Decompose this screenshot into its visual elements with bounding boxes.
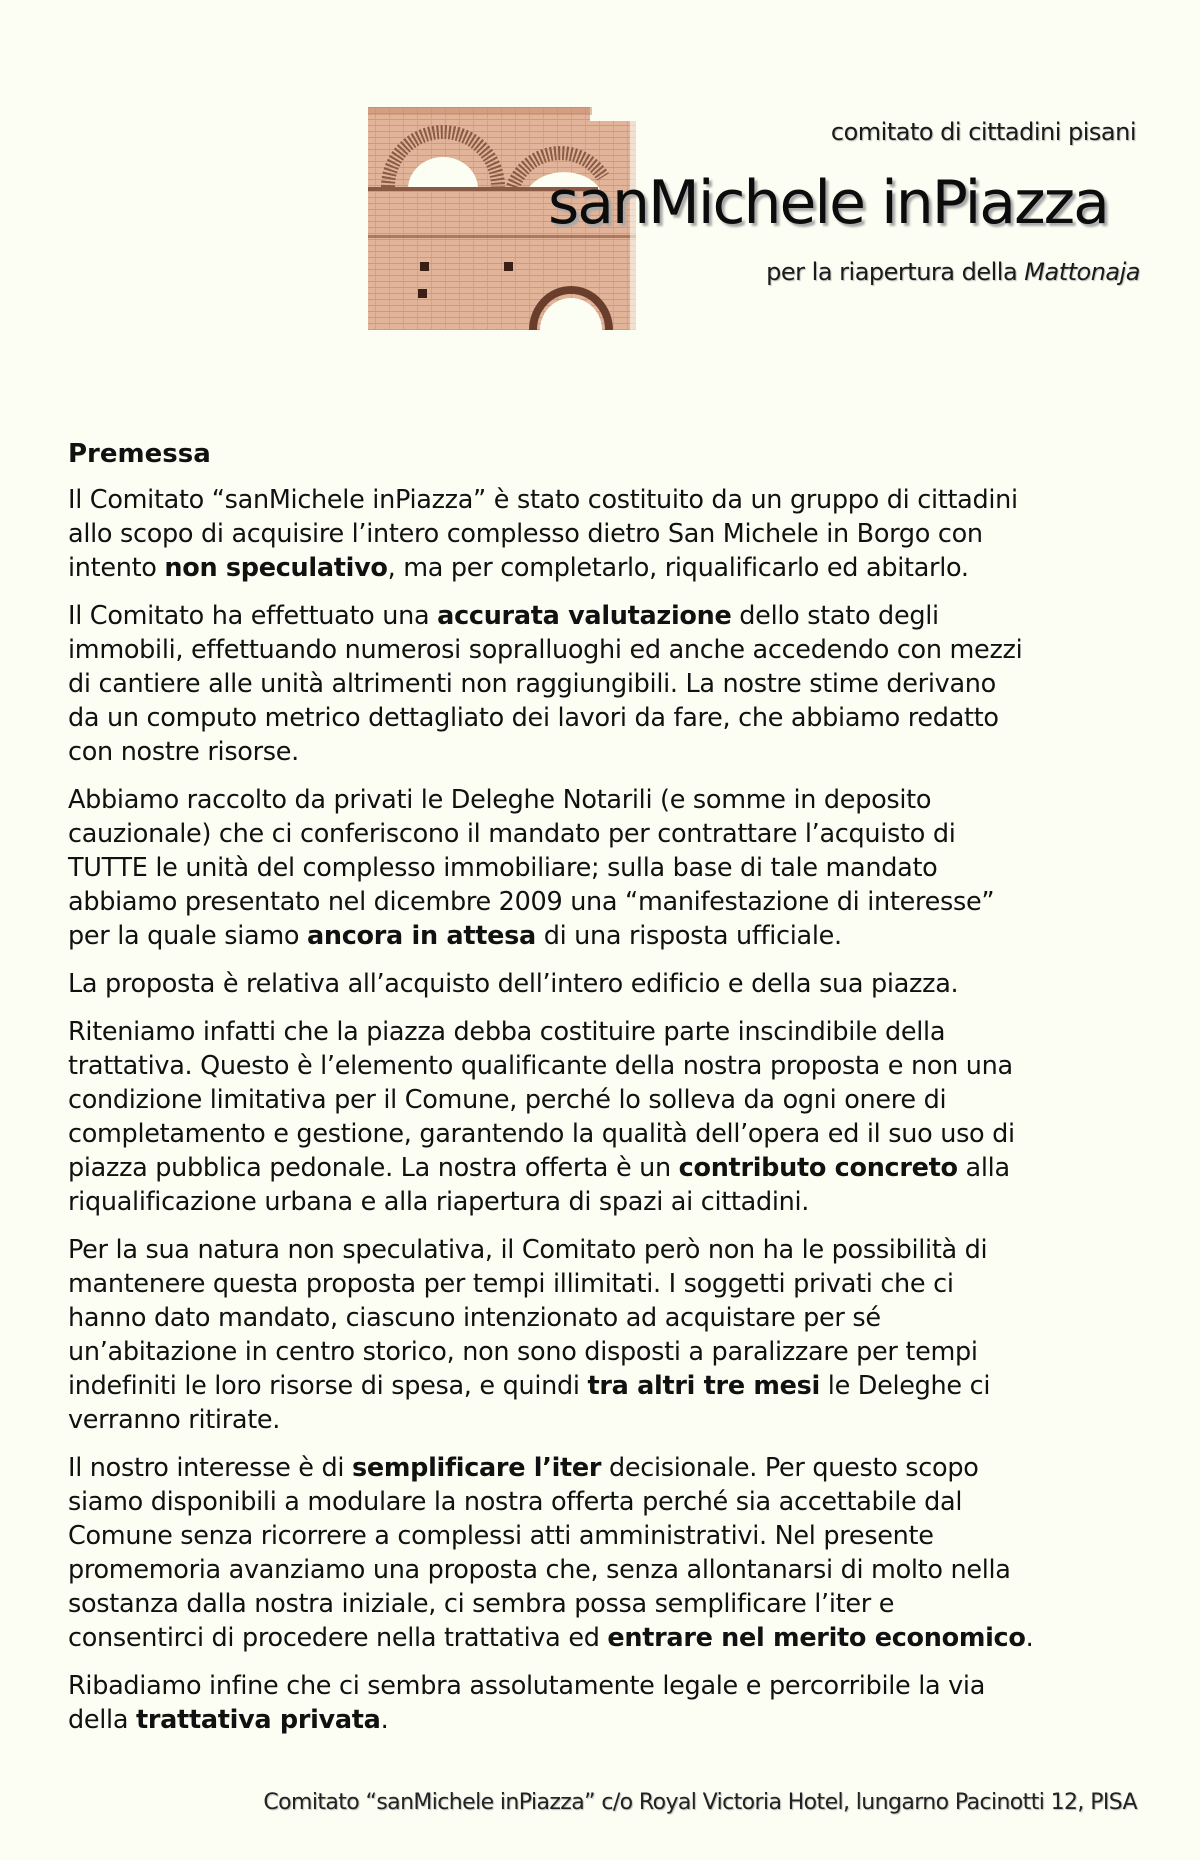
text-segment: piazza pubblica pedonale. La nostra offerta è un [68,1153,679,1183]
text-line [68,885,1168,919]
text-segment: da un computo metrico dettagliato dei lavori da fare, che abbiamo redatto [68,703,999,733]
text-line [68,1369,1168,1403]
text-segment: condizione limitativa per il Comune, perché lo solleva da ogni onere di [68,1085,947,1115]
text-segment: completamento e gestione, garantendo la qualità dell’opera ed il suo uso di [68,1119,1015,1149]
text-line [68,667,1168,701]
text-segment: Ribadiamo infine che ci sembra assolutamente legale e percorribile la via [68,1671,986,1701]
text-segment: siamo disponibili a modulare la nostra offerta perché sia accettabile dal [68,1487,963,1517]
text-segment: . [380,1705,389,1735]
text-line [68,1669,1168,1703]
text-line [68,783,1168,817]
paragraph [68,1015,1168,1219]
text-segment: trattativa. Questo è l’elemento qualificante della nostra proposta e non una [68,1051,1013,1081]
text-segment: abbiamo presentato nel dicembre 2009 una “manifestazione di interesse” [68,887,995,917]
text-segment: riqualificazione urbana e alla riapertura di spazi ai cittadini. [68,1187,810,1217]
bold-text: ancora in attesa [306,921,536,951]
text-segment: di una risposta ufficiale. [535,921,842,951]
text-line [68,1083,1168,1117]
text-segment: Riteniamo infatti che la piazza debba costituire parte inscindibile della [68,1017,946,1047]
subtitle-emphasis: Mattonaja [1024,258,1140,286]
text-segment: Il Comitato “sanMichele inPiazza” è stato costituito da un gruppo di cittadini [68,485,1018,515]
text-segment: alla [957,1153,1010,1183]
text-line [68,1301,1168,1335]
text-line [68,1117,1168,1151]
text-segment: decisionale. Per questo scopo [601,1453,979,1483]
text-line [68,851,1168,885]
subtitle-prefix: per la riapertura della [766,258,1025,286]
text-line [68,599,1168,633]
text-line [68,919,1168,953]
text-line [68,1621,1168,1655]
text-segment: le Deleghe ci [819,1371,991,1401]
text-segment: Il nostro interesse è di [68,1453,352,1483]
text-line [68,1267,1168,1301]
paragraph [68,483,1168,585]
text-segment: mantenere questa proposta per tempi illimitati. I soggetti privati che ci [68,1269,954,1299]
text-segment: La proposta è relativa all’acquisto dell’intero edificio e della sua piazza. [68,969,959,999]
footer-address: Comitato “sanMichele inPiazza” c/o Royal Victoria Hotel, lungarno Pacinotti 12, PISA [263,1790,1137,1815]
text-segment: un’abitazione in centro storico, non sono disposti a paralizzare per tempi [68,1337,978,1367]
text-line [68,1485,1168,1519]
text-segment: intento [68,553,165,583]
subtitle [766,258,1140,286]
text-segment: allo scopo di acquisire l’intero complesso dietro San Michele in Borgo con [68,519,983,549]
text-line [68,701,1168,735]
text-line [68,1151,1168,1185]
text-line [68,1015,1168,1049]
paragraph [68,1669,1168,1737]
text-line [68,1233,1168,1267]
text-line [68,1553,1168,1587]
text-line [68,1335,1168,1369]
bold-text: accurata valutazione [437,601,732,631]
text-segment: . [1025,1623,1034,1653]
bold-text: entrare nel merito economico [607,1623,1026,1653]
text-segment: promemoria avanziamo una proposta che, senza allontanarsi di molto nella [68,1555,1011,1585]
text-line [68,1451,1168,1485]
text-segment: sostanza dalla nostra iniziale, ci sembra possa semplificare l’iter e [68,1589,895,1619]
bold-text: semplificare l’iter [351,1453,602,1483]
text-line [68,735,1168,769]
paragraphs [68,483,1168,1737]
brand-title: sanMichele inPiazza [548,168,1108,238]
bold-text: non speculativo [164,553,388,583]
text-segment: verranno ritirate. [68,1405,281,1435]
text-segment: , ma per completarlo, riqualificarlo ed abitarlo. [387,553,969,583]
text-segment: cauzionale) che ci conferiscono il mandato per contrattare l’acquisto di [68,819,956,849]
text-segment: Abbiamo raccolto da privati le Deleghe Notarili (e somme in deposito [68,785,932,815]
document-body [68,437,1168,1751]
text-segment: Il Comitato ha effettuato una [68,601,438,631]
text-line [68,1519,1168,1553]
text-line [68,633,1168,667]
text-segment: di cantiere alle unità altrimenti non raggiungibili. La nostre stime derivano [68,669,996,699]
text-segment: consentirci di procedere nella trattativa ed [68,1623,608,1653]
text-line [68,483,1168,517]
text-line [68,1703,1168,1737]
text-line [68,1403,1168,1437]
text-segment: per la quale siamo [68,921,307,951]
text-segment: immobili, effettuando numerosi sopralluoghi ed anche accedendo con mezzi [68,635,1023,665]
text-segment: TUTTE le unità del complesso immobiliare; sulla base di tale mandato [68,853,938,883]
text-segment: della [68,1705,136,1735]
text-segment: Comune senza ricorrere a complessi atti amministrativi. Nel presente [68,1521,934,1551]
text-line [68,817,1168,851]
text-segment: hanno dato mandato, ciascuno intenzionato ad acquistare per sé [68,1303,881,1333]
text-line [68,517,1168,551]
text-segment: con nostre risorse. [68,737,299,767]
paragraph [68,783,1168,953]
text-line [68,967,1168,1001]
text-line [68,1587,1168,1621]
paragraph [68,599,1168,769]
text-segment: Per la sua natura non speculativa, il Comitato però non ha le possibilità di [68,1235,988,1265]
section-title: Premessa [68,439,211,469]
paragraph [68,967,1168,1001]
tagline: comitato di cittadini pisani [830,118,1136,146]
text-line [68,1185,1168,1219]
text-line [68,1049,1168,1083]
bold-text: tra altri tre mesi [587,1371,820,1401]
text-line [68,551,1168,585]
paragraph [68,1451,1168,1655]
bold-text: trattativa privata [135,1705,381,1735]
text-segment: indefiniti le loro risorse di spesa, e quindi [68,1371,588,1401]
paragraph [68,1233,1168,1437]
text-segment: dello stato degli [731,601,939,631]
bold-text: contributo concreto [678,1153,958,1183]
